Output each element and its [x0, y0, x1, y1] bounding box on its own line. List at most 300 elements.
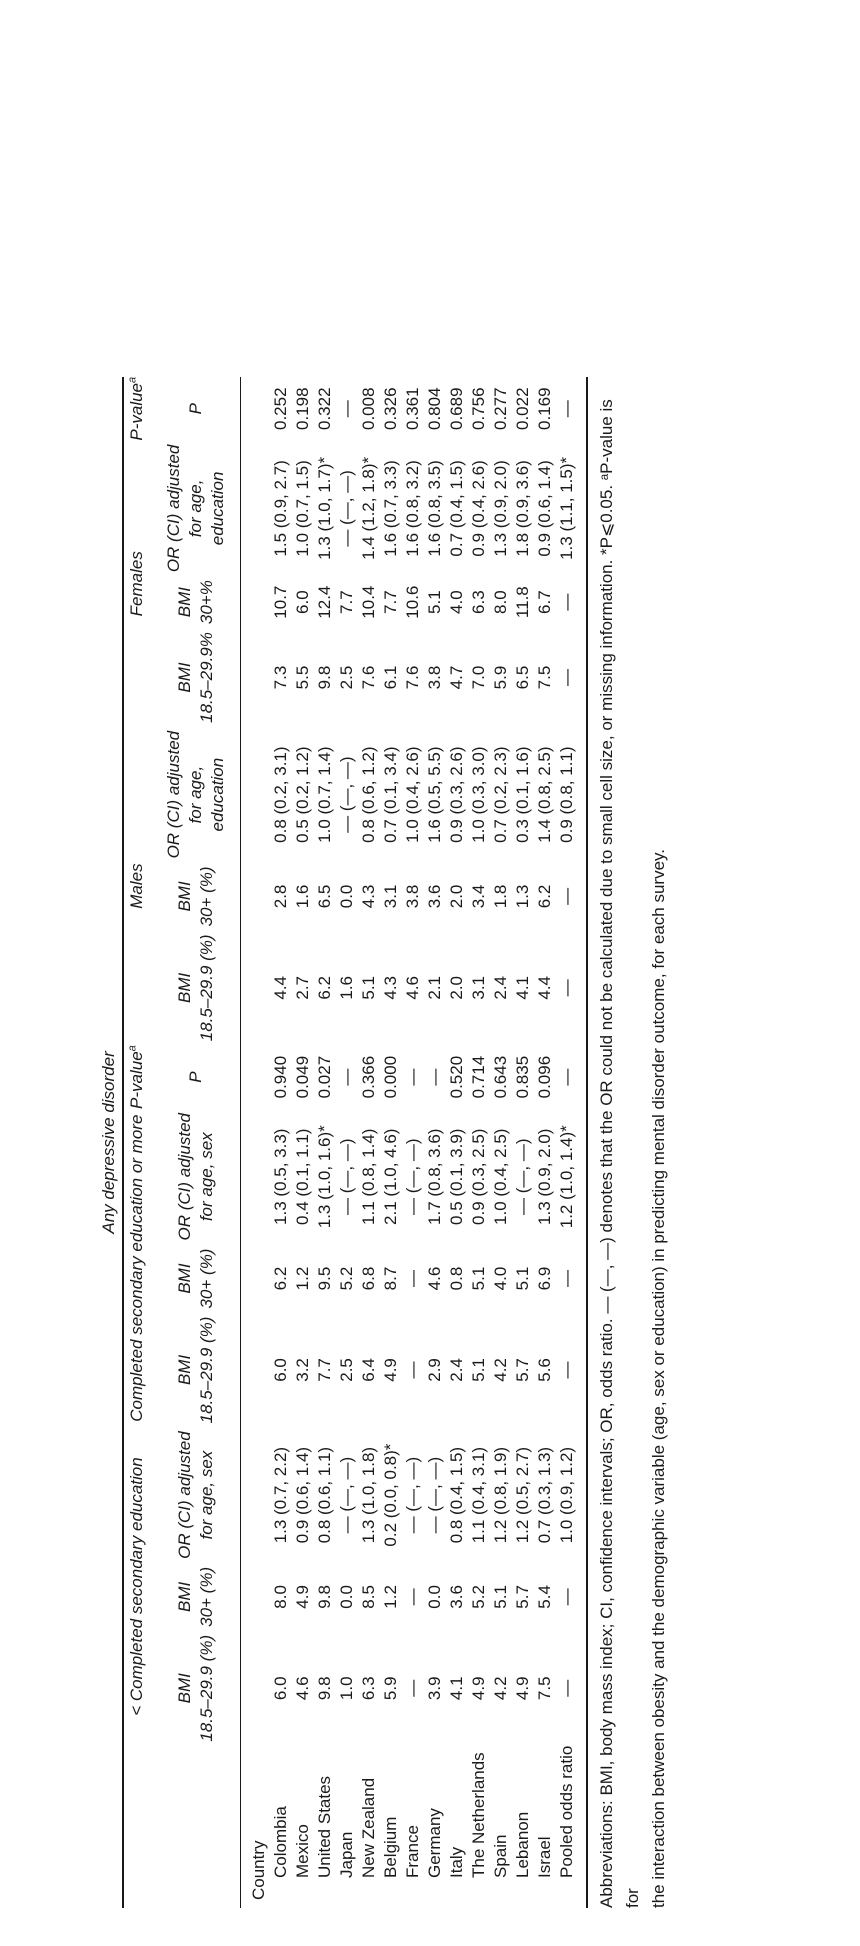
value-cell: 5.2 [337, 1266, 356, 1291]
empty-cell [238, 1427, 270, 1563]
value-cell: 1.0 (0.4, 2.6) [403, 746, 422, 843]
table-row [446, 377, 468, 1908]
value-cell: 3.2 [293, 1358, 312, 1382]
column-header-line: OR (CI) adjusted [164, 444, 183, 573]
group-header-label: Completed secondary education or more [127, 1114, 146, 1422]
value-cell: — (—, —) [337, 470, 356, 547]
value-cell: 1.6 [293, 884, 312, 909]
value-cell: 0.9 (0.6, 1.4) [293, 1446, 312, 1544]
value-cell: 7.5 [535, 1676, 554, 1701]
table-row [358, 377, 380, 1908]
empty-cell [238, 1313, 270, 1428]
value-cell: — [557, 1068, 576, 1086]
value-cell: 6.0 [293, 590, 312, 614]
value-cell: 11.8 [513, 586, 532, 619]
value-cell: 6.1 [381, 665, 400, 690]
empty-cell [238, 1631, 270, 1746]
value-cell: 4.0 [447, 590, 466, 614]
value-cell: 0.7 (0.1, 3.4) [381, 746, 400, 843]
column-header-line: for age, [186, 479, 205, 538]
country-cell: The Netherlands [469, 1752, 488, 1878]
value-cell: 0.804 [425, 387, 444, 431]
value-cell: 1.1 (0.4, 3.1) [469, 1446, 488, 1544]
value-cell: 4.0 [491, 1266, 510, 1291]
column-header-line: BMI [175, 1673, 194, 1704]
value-cell: 5.1 [491, 1585, 510, 1609]
value-cell: 5.1 [359, 976, 378, 1000]
group-header-sup: a [126, 1045, 139, 1052]
value-cell: 3.1 [469, 976, 488, 1000]
value-cell: 10.4 [359, 585, 378, 619]
value-cell: 5.1 [425, 590, 444, 614]
value-cell: 6.3 [359, 1676, 378, 1701]
value-cell: — (—, —) [337, 756, 356, 833]
value-cell: — [557, 979, 576, 997]
value-cell: 7.3 [271, 665, 290, 690]
value-cell: 1.0 (0.7, 1.4) [315, 746, 334, 843]
column-header [154, 628, 238, 727]
value-cell: 2.5 [337, 1358, 356, 1382]
table-row [402, 377, 424, 1908]
value-cell: 1.8 [491, 884, 510, 909]
top-rule [122, 377, 124, 1908]
value-cell: — [403, 1588, 422, 1606]
value-cell: 4.3 [381, 976, 400, 1000]
value-cell: 4.9 [293, 1585, 312, 1609]
value-cell: 8.5 [359, 1585, 378, 1609]
value-cell: 8.0 [491, 590, 510, 614]
value-cell: 1.5 (0.9, 2.7) [271, 460, 290, 557]
country-cell: Israel [535, 1836, 554, 1878]
country-cell: France [403, 1825, 422, 1878]
value-cell: 0.326 [381, 387, 400, 431]
value-cell: 4.1 [447, 1676, 466, 1701]
value-cell: — [557, 887, 576, 905]
empty-cell [238, 628, 270, 727]
value-cell: 6.0 [271, 1358, 290, 1382]
value-cell: 0.5 (0.1, 3.9) [447, 1128, 466, 1225]
value-cell: 0.835 [513, 1055, 532, 1099]
value-cell: 0.322 [315, 387, 334, 431]
value-cell: 0.022 [513, 387, 532, 431]
group-header-label: P-value [127, 1051, 146, 1109]
country-cell: Italy [447, 1846, 466, 1878]
value-cell: 1.4 (0.8, 2.5) [535, 746, 554, 843]
value-cell: 1.3 (0.7, 2.2) [271, 1446, 290, 1544]
value-cell: 2.4 [447, 1358, 466, 1382]
value-cell: — [557, 400, 576, 418]
table-row [292, 377, 314, 1908]
value-cell: — (—, —) [425, 1456, 444, 1534]
value-cell: 5.1 [469, 1358, 488, 1382]
value-cell: 0.0 [425, 1585, 444, 1609]
column-header-line: OR (CI) adjusted [175, 1431, 194, 1559]
column-header [154, 1245, 238, 1313]
column-header-line: education [208, 471, 227, 546]
value-cell: 4.6 [293, 1676, 312, 1701]
column-header-line: for age, [186, 765, 205, 824]
table-row [556, 377, 578, 1908]
value-cell: 4.9 [381, 1358, 400, 1382]
value-cell: 0.3 (0.1, 1.6) [513, 746, 532, 843]
column-header-line: 18.5–29.9 (%) [197, 1316, 216, 1424]
column-header [154, 377, 238, 441]
value-cell: 6.3 [469, 590, 488, 614]
value-cell: 0.198 [293, 387, 312, 431]
value-cell: — [557, 593, 576, 611]
group-header-label: P-value [127, 382, 146, 441]
group-header [120, 727, 154, 1045]
value-cell: 10.7 [271, 585, 290, 619]
table-row [270, 377, 292, 1908]
value-cell: 0.361 [403, 387, 422, 431]
country-cell: Japan [337, 1831, 356, 1878]
value-cell: 0.169 [535, 387, 554, 431]
value-cell: 4.9 [469, 1676, 488, 1701]
value-cell: 1.3 (1.0, 1.6)* [315, 1125, 334, 1229]
value-cell: 1.0 (0.9, 1.2) [557, 1446, 576, 1544]
column-header-line: 30+ (%) [197, 866, 216, 927]
value-cell: 0.8 (0.4, 1.5) [447, 1446, 466, 1544]
value-cell: — [403, 1068, 422, 1086]
value-cell: — [557, 1361, 576, 1379]
value-cell: 0.8 [447, 1266, 466, 1291]
header-rule [240, 377, 241, 1908]
empty-cell [238, 1563, 270, 1631]
table-row [314, 377, 336, 1908]
value-cell: 4.6 [425, 1266, 444, 1291]
value-cell: 5.1 [469, 1266, 488, 1291]
value-cell: 9.8 [315, 665, 334, 690]
column-header [154, 727, 238, 863]
column-header-line: BMI [175, 881, 194, 912]
value-cell: 1.6 (0.8, 3.2) [403, 460, 422, 557]
value-cell: 6.2 [535, 884, 554, 909]
group-header-label: < Completed secondary education [127, 1457, 146, 1716]
column-header-line: 30+ (%) [197, 1566, 216, 1627]
value-cell: — [425, 1068, 444, 1086]
value-cell: 0.096 [535, 1055, 554, 1099]
column-header-line: 18.5–29.9 (%) [197, 1634, 216, 1742]
table-row [380, 377, 402, 1908]
value-cell: 1.3 (1.1, 1.5)* [557, 456, 576, 560]
value-cell: 0.756 [469, 387, 488, 431]
column-header [154, 930, 238, 1045]
value-cell: 5.1 [513, 1266, 532, 1291]
value-cell: 0.8 (0.6, 1.1) [315, 1446, 334, 1544]
value-cell: 1.3 (0.9, 2.0) [535, 1128, 554, 1225]
footnote-line-2: the interaction between obesity and the demographic variable (age, sex or education) in predicting mental disorder outcome, for each survey. [649, 848, 668, 1908]
value-cell: 7.5 [535, 665, 554, 690]
country-cell: United States [315, 1775, 334, 1878]
country-cell: Pooled odds ratio [557, 1745, 576, 1878]
value-cell: 4.7 [447, 665, 466, 690]
value-cell: 5.4 [535, 1585, 554, 1609]
value-cell: 12.4 [315, 585, 334, 619]
value-cell: 4.9 [513, 1676, 532, 1701]
group-header [120, 1427, 154, 1745]
column-header-line: BMI [175, 1263, 194, 1294]
empty-cell [238, 576, 270, 628]
value-cell: 6.2 [271, 1266, 290, 1291]
value-cell: 0.049 [293, 1055, 312, 1099]
bottom-rule [586, 377, 588, 1908]
table-row [534, 377, 556, 1908]
empty-cell [238, 377, 270, 441]
column-header [154, 441, 238, 577]
table-row [336, 377, 358, 1908]
value-cell: 4.6 [403, 976, 422, 1000]
group-header-spacer [120, 1746, 154, 1908]
empty-cell [238, 1045, 270, 1109]
table-row [490, 377, 512, 1908]
value-cell: 8.7 [381, 1266, 400, 1291]
value-cell: — (—, —) [513, 1138, 532, 1216]
value-cell: 1.0 (0.7, 1.5) [293, 460, 312, 557]
column-header-line: P [186, 1071, 205, 1083]
value-cell: 4.1 [513, 976, 532, 1000]
value-cell: 0.7 (0.3, 1.3) [535, 1446, 554, 1544]
value-cell: 3.6 [425, 884, 444, 909]
value-cell: 0.5 (0.2, 1.2) [293, 746, 312, 843]
value-cell: 2.1 (1.0, 4.6) [381, 1128, 400, 1225]
value-cell: 9.5 [315, 1266, 334, 1291]
value-cell: 0.520 [447, 1055, 466, 1099]
column-header [154, 862, 238, 930]
value-cell: 7.6 [359, 665, 378, 690]
column-header-corner [154, 1746, 238, 1908]
country-cell: Lebanon [513, 1811, 532, 1878]
value-cell: 5.9 [491, 665, 510, 690]
country-cell: New Zealand [359, 1777, 378, 1878]
value-cell: 5.7 [513, 1358, 532, 1382]
value-cell: 1.7 (0.8, 3.6) [425, 1128, 444, 1225]
column-header-line: BMI [175, 972, 194, 1003]
value-cell: 1.2 [293, 1266, 312, 1291]
value-cell: 1.6 (0.5, 5.5) [425, 746, 444, 843]
column-header [154, 576, 238, 628]
value-cell: 6.0 [271, 1676, 290, 1701]
value-cell: 1.2 (0.5, 2.7) [513, 1446, 532, 1544]
column-header [154, 1631, 238, 1746]
value-cell: 2.7 [293, 976, 312, 1000]
value-cell: 5.2 [469, 1585, 488, 1609]
value-cell: 5.9 [381, 1676, 400, 1701]
column-header-line: education [208, 757, 227, 832]
value-cell: 3.8 [425, 665, 444, 690]
value-cell: 1.3 (1.0, 1.7)* [315, 456, 334, 560]
value-cell: 3.9 [425, 1676, 444, 1701]
value-cell: 0.008 [359, 387, 378, 431]
column-header-line: 30+ (%) [197, 1248, 216, 1309]
value-cell: 0.940 [271, 1055, 290, 1099]
value-cell: 3.6 [447, 1585, 466, 1609]
value-cell: 0.2 (0.0, 0.8)* [381, 1443, 400, 1547]
value-cell: 1.3 (0.9, 2.0) [491, 460, 510, 557]
footnote [594, 377, 672, 1908]
empty-cell [238, 727, 270, 863]
group-header-label: Males [127, 863, 146, 909]
value-cell: 2.0 [447, 976, 466, 1000]
value-cell: 0.277 [491, 387, 510, 431]
value-cell: — [403, 1679, 422, 1697]
value-cell: 5.6 [535, 1358, 554, 1382]
value-cell: 0.9 (0.4, 2.6) [469, 460, 488, 557]
value-cell: 6.9 [535, 1266, 554, 1291]
table-row [512, 377, 534, 1908]
value-cell: 6.5 [315, 884, 334, 909]
column-header [154, 1109, 238, 1245]
value-cell: 0.7 (0.4, 1.5) [447, 460, 466, 557]
value-cell: 7.7 [381, 590, 400, 614]
group-header [120, 1045, 154, 1109]
value-cell: — (—, —) [403, 1138, 422, 1216]
value-cell: 4.3 [359, 884, 378, 909]
value-cell: — (—, —) [403, 1456, 422, 1534]
value-cell: 3.4 [469, 884, 488, 909]
column-header-line: BMI [175, 587, 194, 618]
value-cell: 2.0 [447, 884, 466, 909]
table-row [468, 377, 490, 1908]
value-cell: 6.8 [359, 1266, 378, 1291]
empty-cell [238, 862, 270, 930]
value-cell: 2.8 [271, 884, 290, 909]
group-header [120, 441, 154, 727]
value-cell: 0.027 [315, 1055, 334, 1099]
value-cell: 6.4 [359, 1358, 378, 1382]
value-cell: 5.5 [293, 665, 312, 690]
value-cell: 7.7 [337, 590, 356, 614]
value-cell: 2.5 [337, 665, 356, 690]
value-cell: 7.0 [469, 665, 488, 690]
value-cell: 1.0 (0.4, 2.5) [491, 1128, 510, 1225]
column-header-line: OR (CI) adjusted [164, 730, 183, 859]
table-row [424, 377, 446, 1908]
empty-cell [238, 1109, 270, 1245]
value-cell: 1.2 (1.0, 1.4)* [557, 1125, 576, 1229]
value-cell: — [557, 1588, 576, 1606]
country-cell: Belgium [381, 1816, 400, 1878]
value-cell: 4.4 [535, 976, 554, 1000]
value-cell: 0.0 [337, 1585, 356, 1609]
value-cell: 1.4 (1.2, 1.8)* [359, 456, 378, 560]
value-cell: 3.1 [381, 884, 400, 909]
value-cell: 1.8 (0.9, 3.6) [513, 460, 532, 557]
value-cell: 0.0 [337, 884, 356, 909]
value-cell: 2.1 [425, 976, 444, 1000]
value-cell: 0.000 [381, 1055, 400, 1099]
value-cell: — (—, —) [337, 1138, 356, 1216]
row-header-label: Country [249, 1840, 268, 1900]
group-header-label: Females [127, 551, 146, 617]
value-cell: 3.8 [403, 884, 422, 909]
value-cell: 1.3 (1.0, 1.8) [359, 1446, 378, 1544]
value-cell: 4.4 [271, 976, 290, 1000]
column-header-line: 18.5–29.9 (%) [197, 934, 216, 1042]
column-header [154, 1563, 238, 1631]
data-table [80, 377, 578, 1908]
value-cell: 0.7 (0.2, 2.3) [491, 746, 510, 843]
value-cell: 6.2 [315, 976, 334, 1000]
column-header-line: for age, sex [197, 1450, 216, 1540]
table-caption: Any depressive disorder [99, 1051, 118, 1234]
column-header-line: BMI [175, 662, 194, 693]
value-cell: 10.6 [403, 585, 422, 619]
value-cell: 7.6 [403, 665, 422, 690]
value-cell: 0.8 (0.6, 1.2) [359, 746, 378, 843]
value-cell: 2.9 [425, 1358, 444, 1382]
value-cell: — [337, 1068, 356, 1086]
column-header-line: BMI [175, 1354, 194, 1386]
group-header [120, 1109, 154, 1427]
value-cell: 9.8 [315, 1676, 334, 1701]
column-header-line: 30+% [197, 580, 216, 625]
column-header-line: BMI [175, 1581, 194, 1612]
value-cell: 8.0 [271, 1585, 290, 1609]
country-cell: Germany [425, 1808, 444, 1878]
country-cell: Mexico [293, 1824, 312, 1878]
value-cell: 1.2 (0.8, 1.9) [491, 1446, 510, 1544]
column-header [154, 1045, 238, 1109]
value-cell: 1.2 [381, 1585, 400, 1609]
value-cell: 6.7 [535, 590, 554, 614]
country-cell: Colombia [271, 1806, 290, 1878]
value-cell: 0.9 (0.6, 1.4) [535, 460, 554, 557]
value-cell: 7.7 [315, 1358, 334, 1382]
value-cell: 1.6 (0.7, 3.3) [381, 460, 400, 557]
value-cell: 2.4 [491, 976, 510, 1000]
value-cell: 1.6 (0.8, 3.5) [425, 460, 444, 557]
value-cell: 1.6 [337, 976, 356, 1000]
column-header [154, 1313, 238, 1428]
value-cell: 0.689 [447, 387, 466, 431]
value-cell: 0.9 (0.3, 2.6) [447, 746, 466, 843]
value-cell: 0.9 (0.8, 1.1) [557, 746, 576, 843]
empty-cell [238, 441, 270, 577]
column-header-line: 18.5–29.9% [197, 632, 216, 723]
value-cell: 5.7 [513, 1585, 532, 1609]
value-cell: 1.1 (0.8, 1.4) [359, 1128, 378, 1225]
column-header [154, 1427, 238, 1563]
value-cell: 0.714 [469, 1055, 488, 1099]
value-cell: 4.2 [491, 1676, 510, 1701]
value-cell: 0.8 (0.2, 3.1) [271, 746, 290, 843]
value-cell: 1.0 (0.3, 3.0) [469, 746, 488, 843]
value-cell: 6.5 [513, 665, 532, 690]
empty-cell [238, 1245, 270, 1313]
value-cell: 0.643 [491, 1055, 510, 1099]
column-header-line: for age, sex [197, 1132, 216, 1222]
group-header-sup: a [126, 376, 139, 383]
footnote-line-1: Abbreviations: BMI, body mass index; CI, confidence intervals; OR, odds ratio. — (—, —) denotes that the OR could not be calculated due to small cell size, or missing information. *P⩽0.05. ᵃP-value is for [597, 399, 642, 1908]
value-cell: — [403, 1270, 422, 1288]
value-cell: — (—, —) [337, 1456, 356, 1534]
value-cell: 0.252 [271, 387, 290, 431]
value-cell: 1.0 [337, 1676, 356, 1701]
empty-cell [238, 930, 270, 1045]
value-cell: 1.3 [513, 884, 532, 909]
value-cell: 1.3 (0.5, 3.3) [271, 1128, 290, 1225]
group-header [120, 377, 154, 441]
value-cell: — [337, 400, 356, 418]
value-cell: — [403, 1361, 422, 1379]
value-cell: — [557, 669, 576, 686]
value-cell: — [557, 1679, 576, 1697]
value-cell: 0.366 [359, 1055, 378, 1099]
value-cell: — [557, 1270, 576, 1288]
column-header-line: P [186, 403, 205, 415]
row-header-row [238, 377, 270, 1908]
